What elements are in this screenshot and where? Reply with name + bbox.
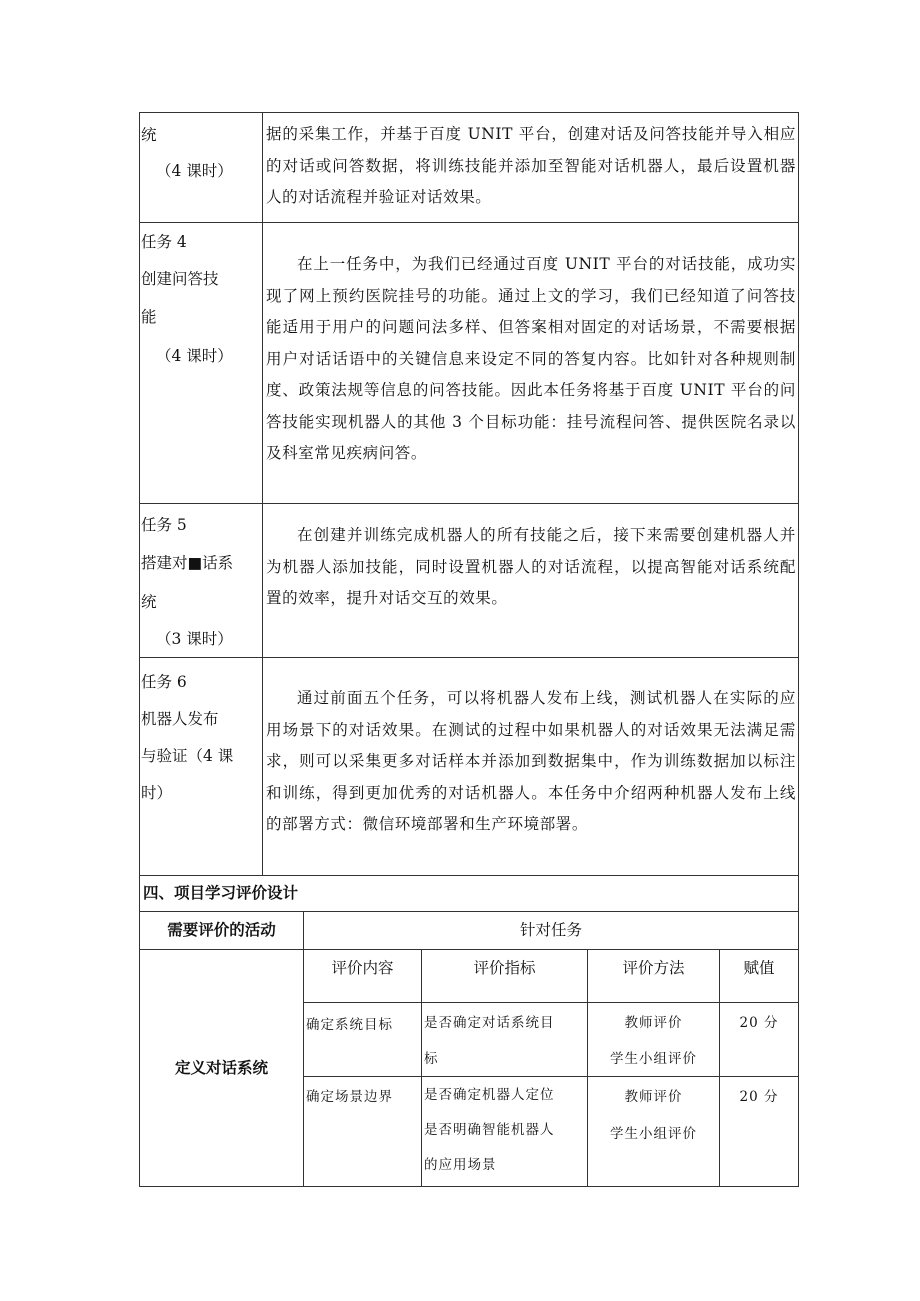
- eval-divider: [303, 911, 304, 1187]
- eval-method-line: 学生小组评价: [610, 1051, 697, 1067]
- eval-subheader: 评价内容: [331, 959, 394, 977]
- eval-divider: [719, 949, 720, 1187]
- table-border-right: [798, 112, 799, 1187]
- task-left-label: （4 课时）: [156, 162, 233, 180]
- row-separator: [303, 1002, 799, 1003]
- task-left-label: 与验证（4 课: [141, 747, 234, 765]
- task-divider: [262, 112, 263, 875]
- eval-method-line: 学生小组评价: [610, 1126, 697, 1142]
- row-separator: [139, 875, 799, 876]
- task-left-label: （3 课时）: [156, 630, 233, 648]
- eval-method-line: 教师评价: [624, 1015, 683, 1031]
- task-content: 在创建并训练完成机器人的所有技能之后，接下来需要创建机器人并为机器人添加技能，同时设置机器人的对话流程，以提高智能对话系统配置的效率，提升对话交互的效果。: [266, 526, 796, 607]
- eval-subheader: 评价方法: [622, 959, 685, 977]
- eval-subheader: 评价指标: [473, 959, 536, 977]
- task-left-label: 任务 6: [141, 673, 187, 691]
- eval-content-cell: 确定系统目标: [306, 1017, 393, 1033]
- eval-divider: [421, 949, 422, 1187]
- eval-score-cell: 20 分: [739, 1015, 779, 1031]
- task-left-label: 搭建对■话系: [141, 554, 234, 572]
- eval-indicator-line: 是否确定对话系统目: [424, 1015, 555, 1031]
- task-left-label: 统: [141, 126, 157, 144]
- eval-indicator-line: 是否确定机器人定位: [424, 1087, 555, 1103]
- eval-indicator-line: 的应用场景: [424, 1157, 497, 1173]
- task-content: 据的采集工作，并基于百度 UNIT 平台，创建对话及问答技能并导入相应的对话或问答数据，将训练技能并添加至智能对话机器人，最后设置机器人的对话流程并验证对话效果。: [266, 125, 796, 206]
- row-separator: [139, 911, 799, 912]
- task-content: 在上一任务中，为我们已经通过百度 UNIT 平台的对话技能，成功实现了网上预约医院挂号的功能。通过上文的学习，我们已经知道了问答技能适用于用户的问题问法多样、但答案相对固定的对话场景，不需要根据用户对话话语中的关键信息来设定不同的答复内容。比如针对各种规则制度、政策法规等信息的问答技能。因此本任务将基于百度 UNIT 平台的问答技能实现机器人的其他 3 个目标功能：挂号流程问答、提供医院名录以及科室常见疾病问答。: [266, 255, 796, 462]
- section-title: 四、项目学习评价设计: [143, 884, 299, 902]
- eval-score-cell: 20 分: [739, 1089, 779, 1105]
- task-left-label: 任务 5: [141, 516, 187, 534]
- task-left-label: 时）: [141, 784, 173, 802]
- eval-header-activity: 需要评价的活动: [167, 921, 276, 939]
- task-left-label: 统: [141, 593, 157, 611]
- eval-activity-name: 定义对话系统: [174, 1059, 268, 1077]
- task-left-label: 机器人发布: [141, 710, 219, 728]
- eval-header-task: 针对任务: [519, 921, 582, 939]
- eval-indicator-line: 标: [424, 1051, 439, 1067]
- row-separator: [139, 222, 799, 223]
- task-left-label: 任务 4: [141, 233, 187, 251]
- row-separator: [139, 949, 799, 950]
- row-separator: [303, 1076, 799, 1077]
- eval-indicator-line: 是否明确智能机器人: [424, 1122, 555, 1138]
- task-left-label: 能: [141, 308, 157, 326]
- eval-method-line: 教师评价: [624, 1089, 683, 1105]
- task-left-label: 创建问答技: [141, 270, 219, 288]
- table-border-left: [139, 112, 140, 1187]
- table-border-bottom: [139, 1186, 799, 1187]
- eval-content-cell: 确定场景边界: [306, 1089, 393, 1105]
- table-border-top: [139, 112, 799, 113]
- row-separator: [139, 503, 799, 504]
- task-left-label: （4 课时）: [156, 347, 233, 365]
- task-content: 通过前面五个任务，可以将机器人发布上线，测试机器人在实际的应用场景下的对话效果。在测试的过程中如果机器人的对话效果无法满足需求，则可以采集更多对话样本并添加到数据集中，作为训练数据加以标注和训练，得到更加优秀的对话机器人。本任务中介绍两种机器人发布上线的部署方式：微信环境部署和生产环境部署。: [266, 689, 796, 833]
- row-separator: [139, 657, 799, 658]
- eval-subheader: 赋值: [743, 959, 775, 977]
